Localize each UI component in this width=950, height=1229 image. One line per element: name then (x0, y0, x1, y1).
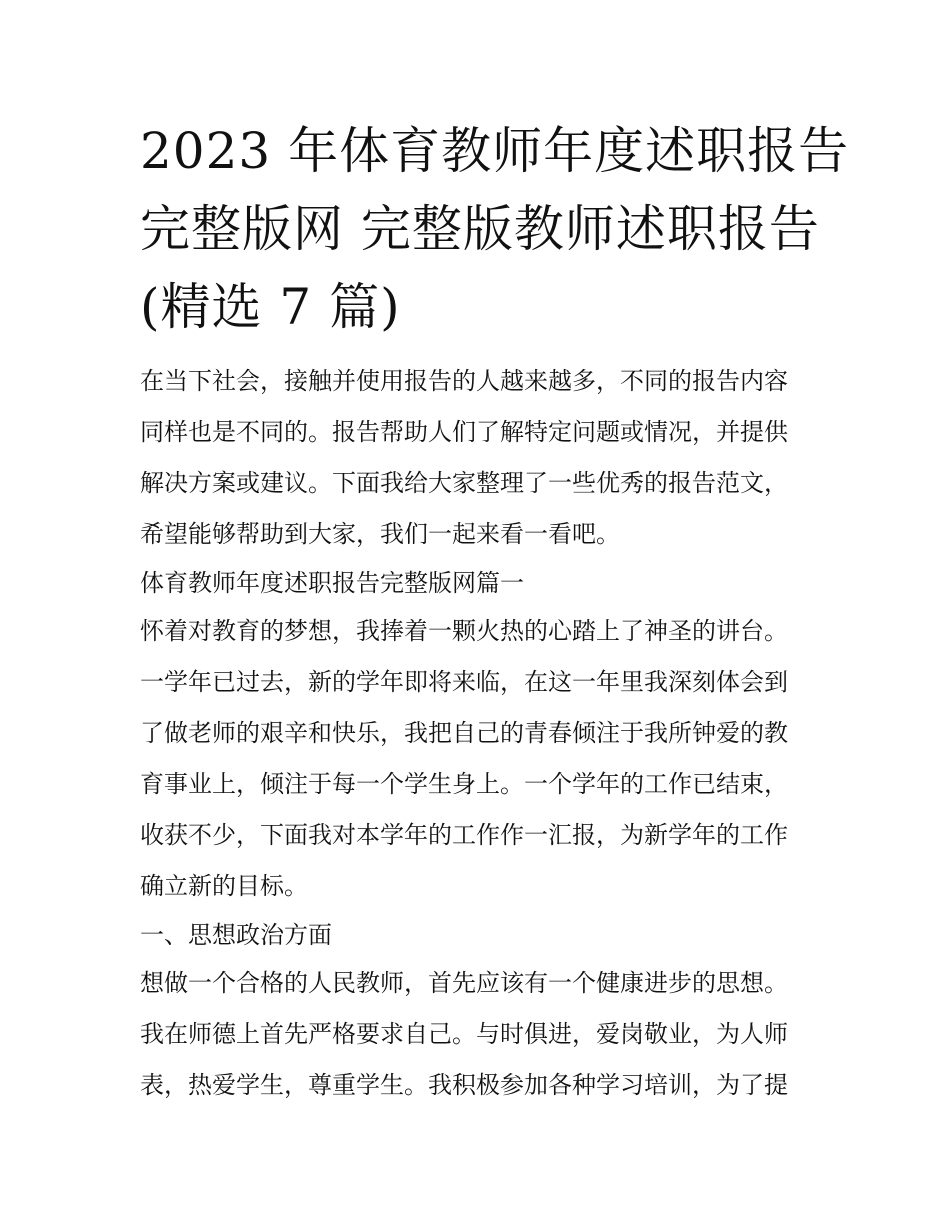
paragraph-line: 一学年已过去，新的学年即将来临，在这一年里我深刻体会到 (140, 668, 788, 696)
document-title (140, 112, 850, 346)
paragraph-1 (140, 606, 830, 912)
intro-line: 解决方案或建议。下面我给大家整理了一些优秀的报告范文， (140, 469, 788, 497)
paragraph-line: 怀着对教育的梦想，我捧着一颗火热的心踏上了神圣的讲台。 (140, 617, 788, 645)
title-line-2: 完整版网 完整版教师述职报告 (140, 200, 820, 258)
intro-line: 在当下社会，接触并使用报告的人越来越多，不同的报告内容 (140, 367, 788, 395)
paragraph-line: 了做老师的艰辛和快乐，我把自己的青春倾注于我所钟爱的教 (140, 719, 788, 747)
subheading: 一、思想政治方面 (140, 921, 332, 949)
paragraph-line: 我在师德上首先严格要求自己。与时俱进，爱岗敬业，为人师 (140, 1020, 788, 1048)
intro-paragraph (140, 356, 830, 560)
title-line-3: (精选 7 篇) (140, 278, 401, 336)
paragraph-line: 表，热爱学生，尊重学生。我积极参加各种学习培训，为了提 (140, 1071, 788, 1099)
paragraph-line: 收获不少，下面我对本学年的工作作一汇报，为新学年的工作 (140, 821, 788, 849)
paragraph-2 (140, 958, 830, 1111)
title-line-1: 2023 年体育教师年度述职报告 (140, 122, 850, 180)
paragraph-line: 育事业上，倾注于每一个学生身上。一个学年的工作已结束， (140, 770, 788, 798)
intro-line: 同样也是不同的。报告帮助人们了解特定问题或情况，并提供 (140, 418, 788, 446)
section-heading: 体育教师年度述职报告完整版网篇一 (140, 569, 524, 597)
intro-line: 希望能够帮助到大家，我们一起来看一看吧。 (140, 520, 620, 548)
paragraph-line: 确立新的目标。 (140, 872, 308, 900)
paragraph-line: 想做一个合格的人民教师，首先应该有一个健康进步的思想。 (140, 969, 788, 997)
document-body (140, 356, 830, 1111)
